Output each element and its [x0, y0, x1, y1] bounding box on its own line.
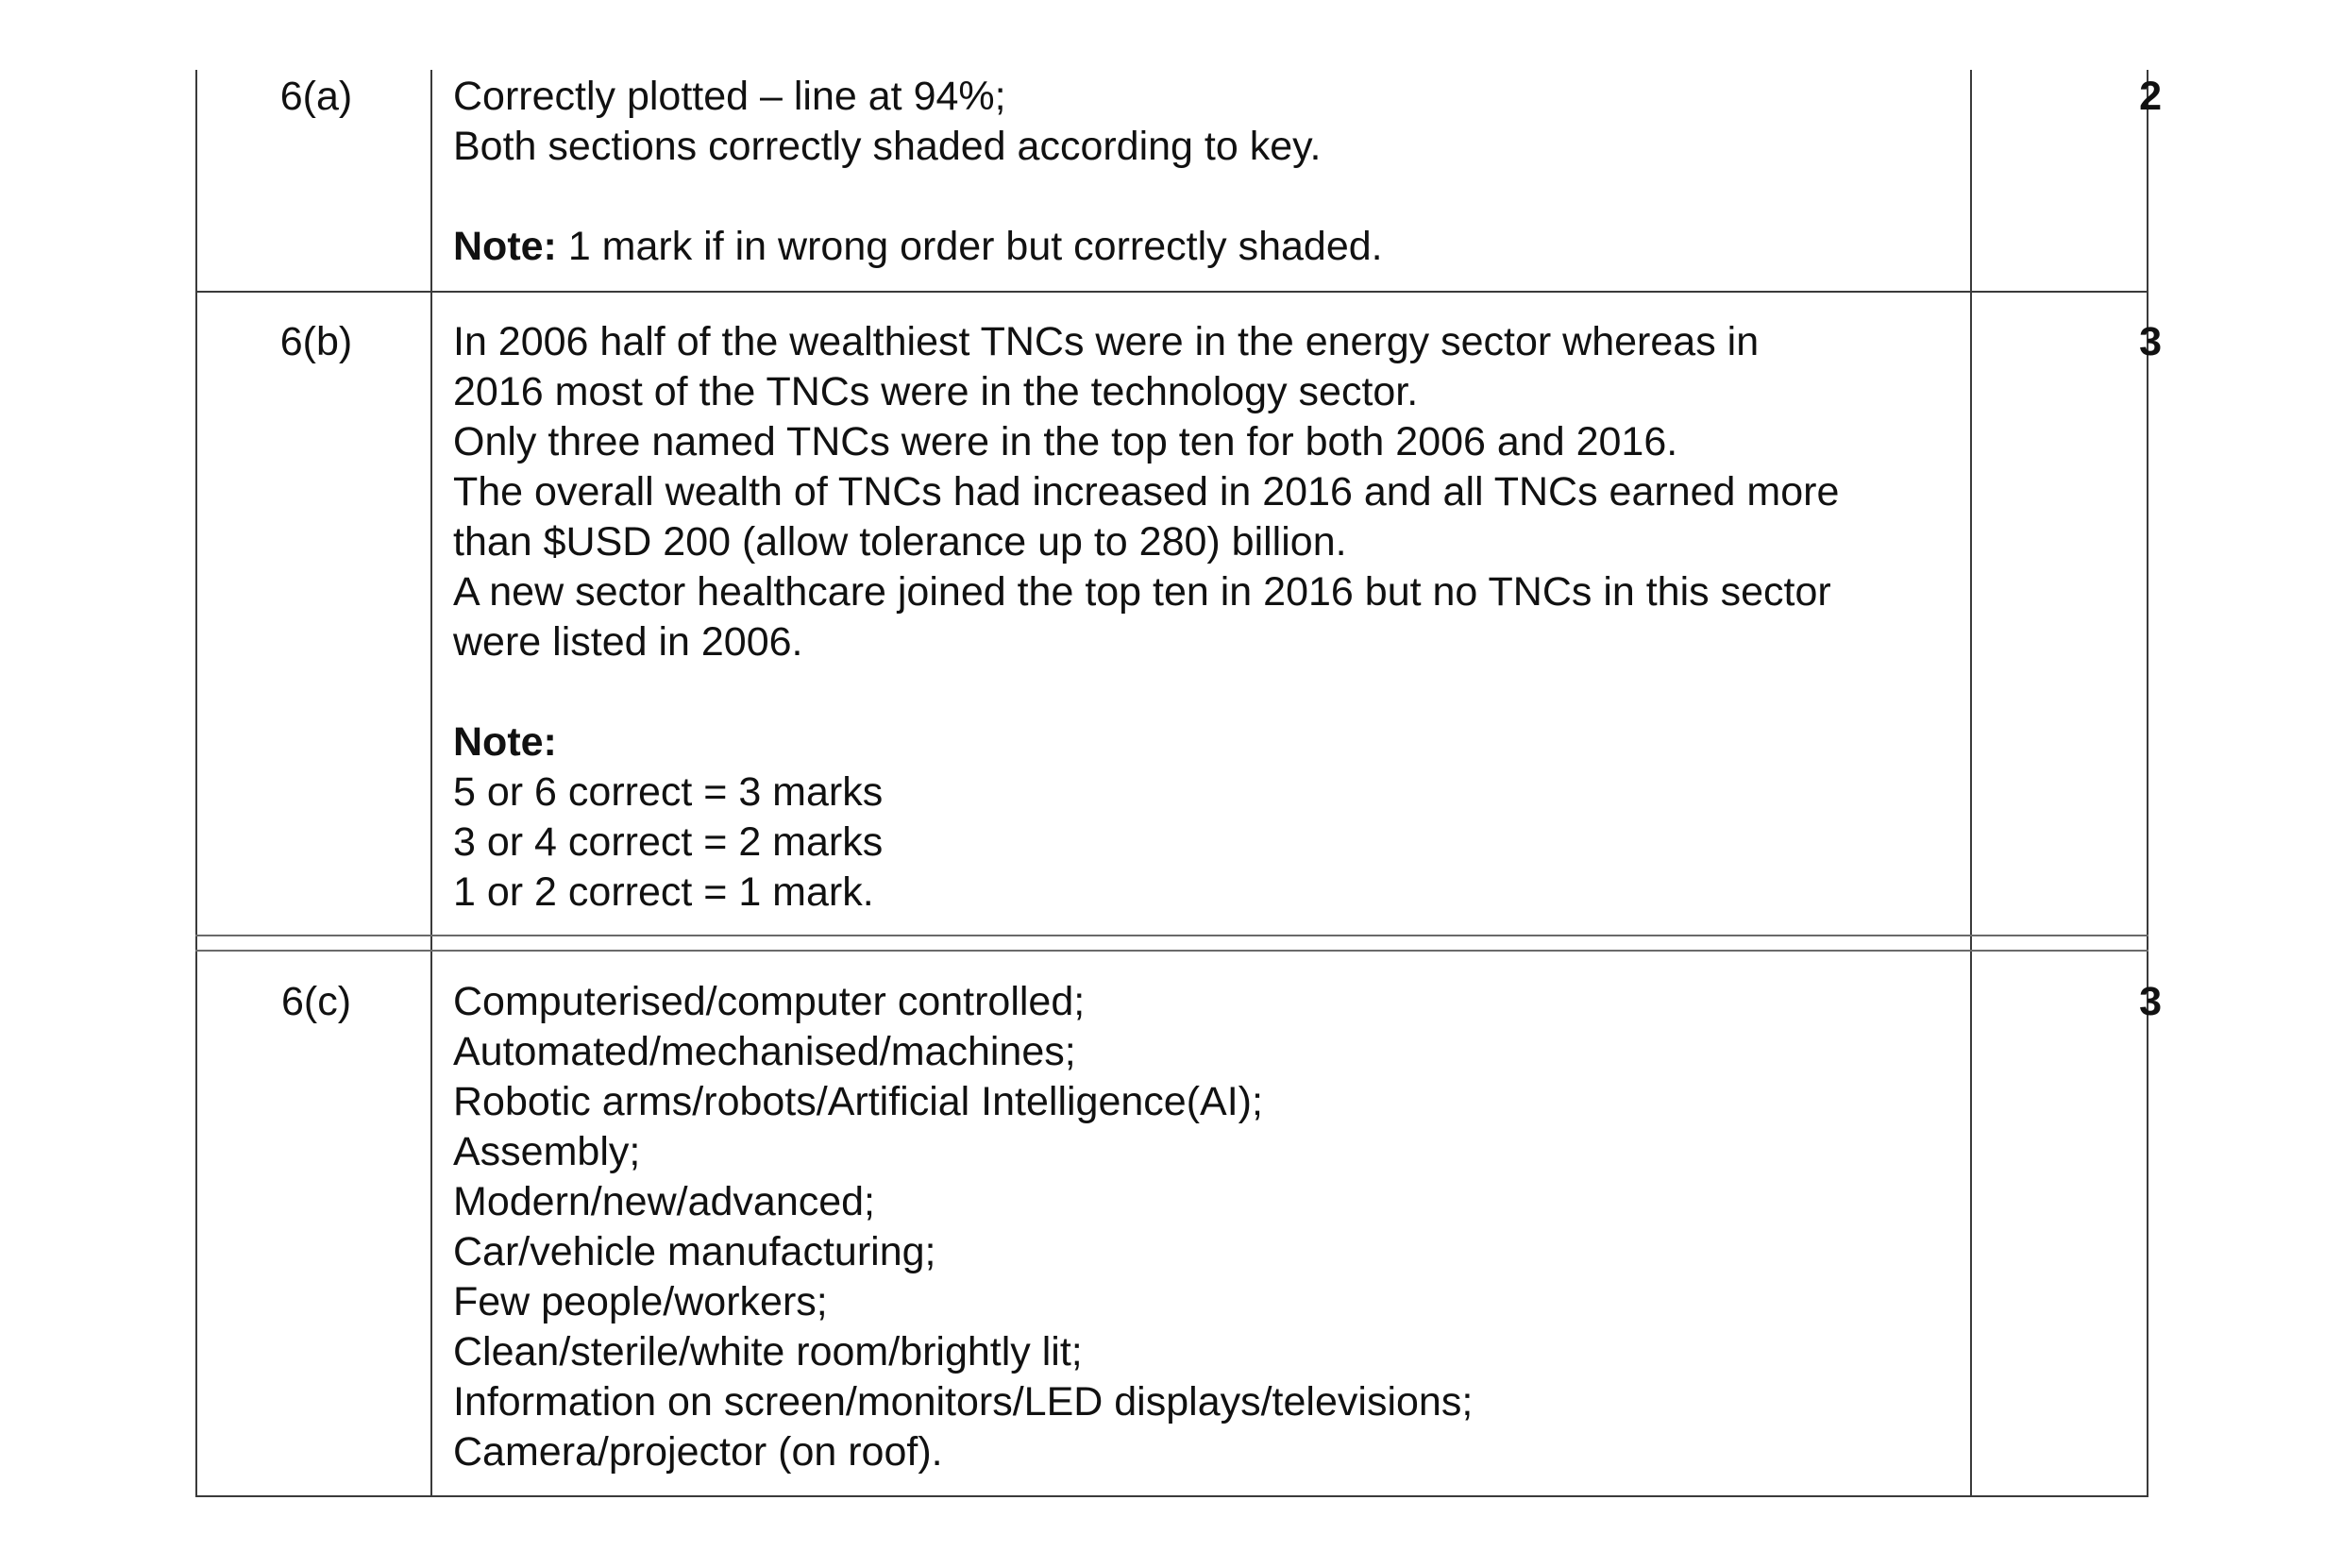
answer-line: 2016 most of the TNCs were in the technology sector. — [453, 369, 1419, 414]
note-line: 3 or 4 correct = 2 marks — [453, 819, 884, 865]
note-label: Note: — [453, 224, 557, 269]
marks-value: 3 — [2139, 319, 2162, 364]
answer-line: Information on screen/monitors/LED displays/televisions; — [453, 1379, 1474, 1425]
answer-line: Clean/sterile/white room/brightly lit; — [453, 1329, 1083, 1374]
note-line: 1 or 2 correct = 1 mark. — [453, 869, 874, 915]
answer-line: Robotic arms/robots/Artificial Intelligence(AI); — [453, 1079, 1263, 1124]
note-line: 5 or 6 correct = 3 marks — [453, 769, 884, 815]
note-text: 1 mark if in wrong order but correctly shaded. — [556, 224, 1383, 269]
table-border-right — [2147, 70, 2148, 1497]
row-divider — [195, 935, 2148, 936]
note-line — [453, 222, 1963, 272]
answer-line: Both sections correctly shaded according to key. — [453, 124, 1322, 169]
answer-line: than $USD 200 (allow tolerance up to 280) billion. — [453, 519, 1347, 565]
column-divider-question — [430, 70, 432, 1497]
answer-text-6a — [453, 72, 1963, 272]
answer-line: Only three named TNCs were in the top ten for both 2006 and 2016. — [453, 419, 1678, 464]
note-label-text: Note: — [453, 719, 557, 765]
row-divider — [195, 291, 2148, 293]
column-divider-marks — [1970, 70, 1972, 1497]
answer-line: Correctly plotted – line at 94%; — [453, 74, 1006, 119]
question-number: 6(a) — [279, 74, 353, 119]
answer-line: A new sector healthcare joined the top ten in 2016 but no TNCs in this sector — [453, 569, 1831, 615]
table-border-left — [195, 70, 197, 1497]
answer-line: Assembly; — [453, 1129, 641, 1174]
answer-line: Car/vehicle manufacturing; — [453, 1229, 936, 1274]
table-border-bottom — [195, 1495, 2148, 1497]
answer-line: Automated/mechanised/machines; — [453, 1029, 1076, 1074]
answer-line: Modern/new/advanced; — [453, 1179, 876, 1224]
answer-line: were listed in 2006. — [453, 619, 803, 665]
answer-line: The overall wealth of TNCs had increased in 2016 and all TNCs earned more — [453, 469, 1840, 514]
question-number: 6(b) — [279, 319, 353, 364]
marks-value: 2 — [2139, 74, 2162, 119]
answer-line: Camera/projector (on roof). — [453, 1429, 943, 1475]
row-divider — [195, 950, 2148, 952]
answer-line: In 2006 half of the wealthiest TNCs were in the energy sector whereas in — [453, 319, 1760, 364]
answer-line: Few people/workers; — [453, 1279, 828, 1324]
answer-line: Computerised/computer controlled; — [453, 979, 1086, 1024]
answer-text-6b — [453, 317, 1963, 918]
note-label — [453, 717, 1963, 767]
question-number: 6(c) — [280, 979, 352, 1024]
marks-value: 3 — [2139, 979, 2162, 1024]
answer-text-6c — [453, 977, 1963, 1477]
